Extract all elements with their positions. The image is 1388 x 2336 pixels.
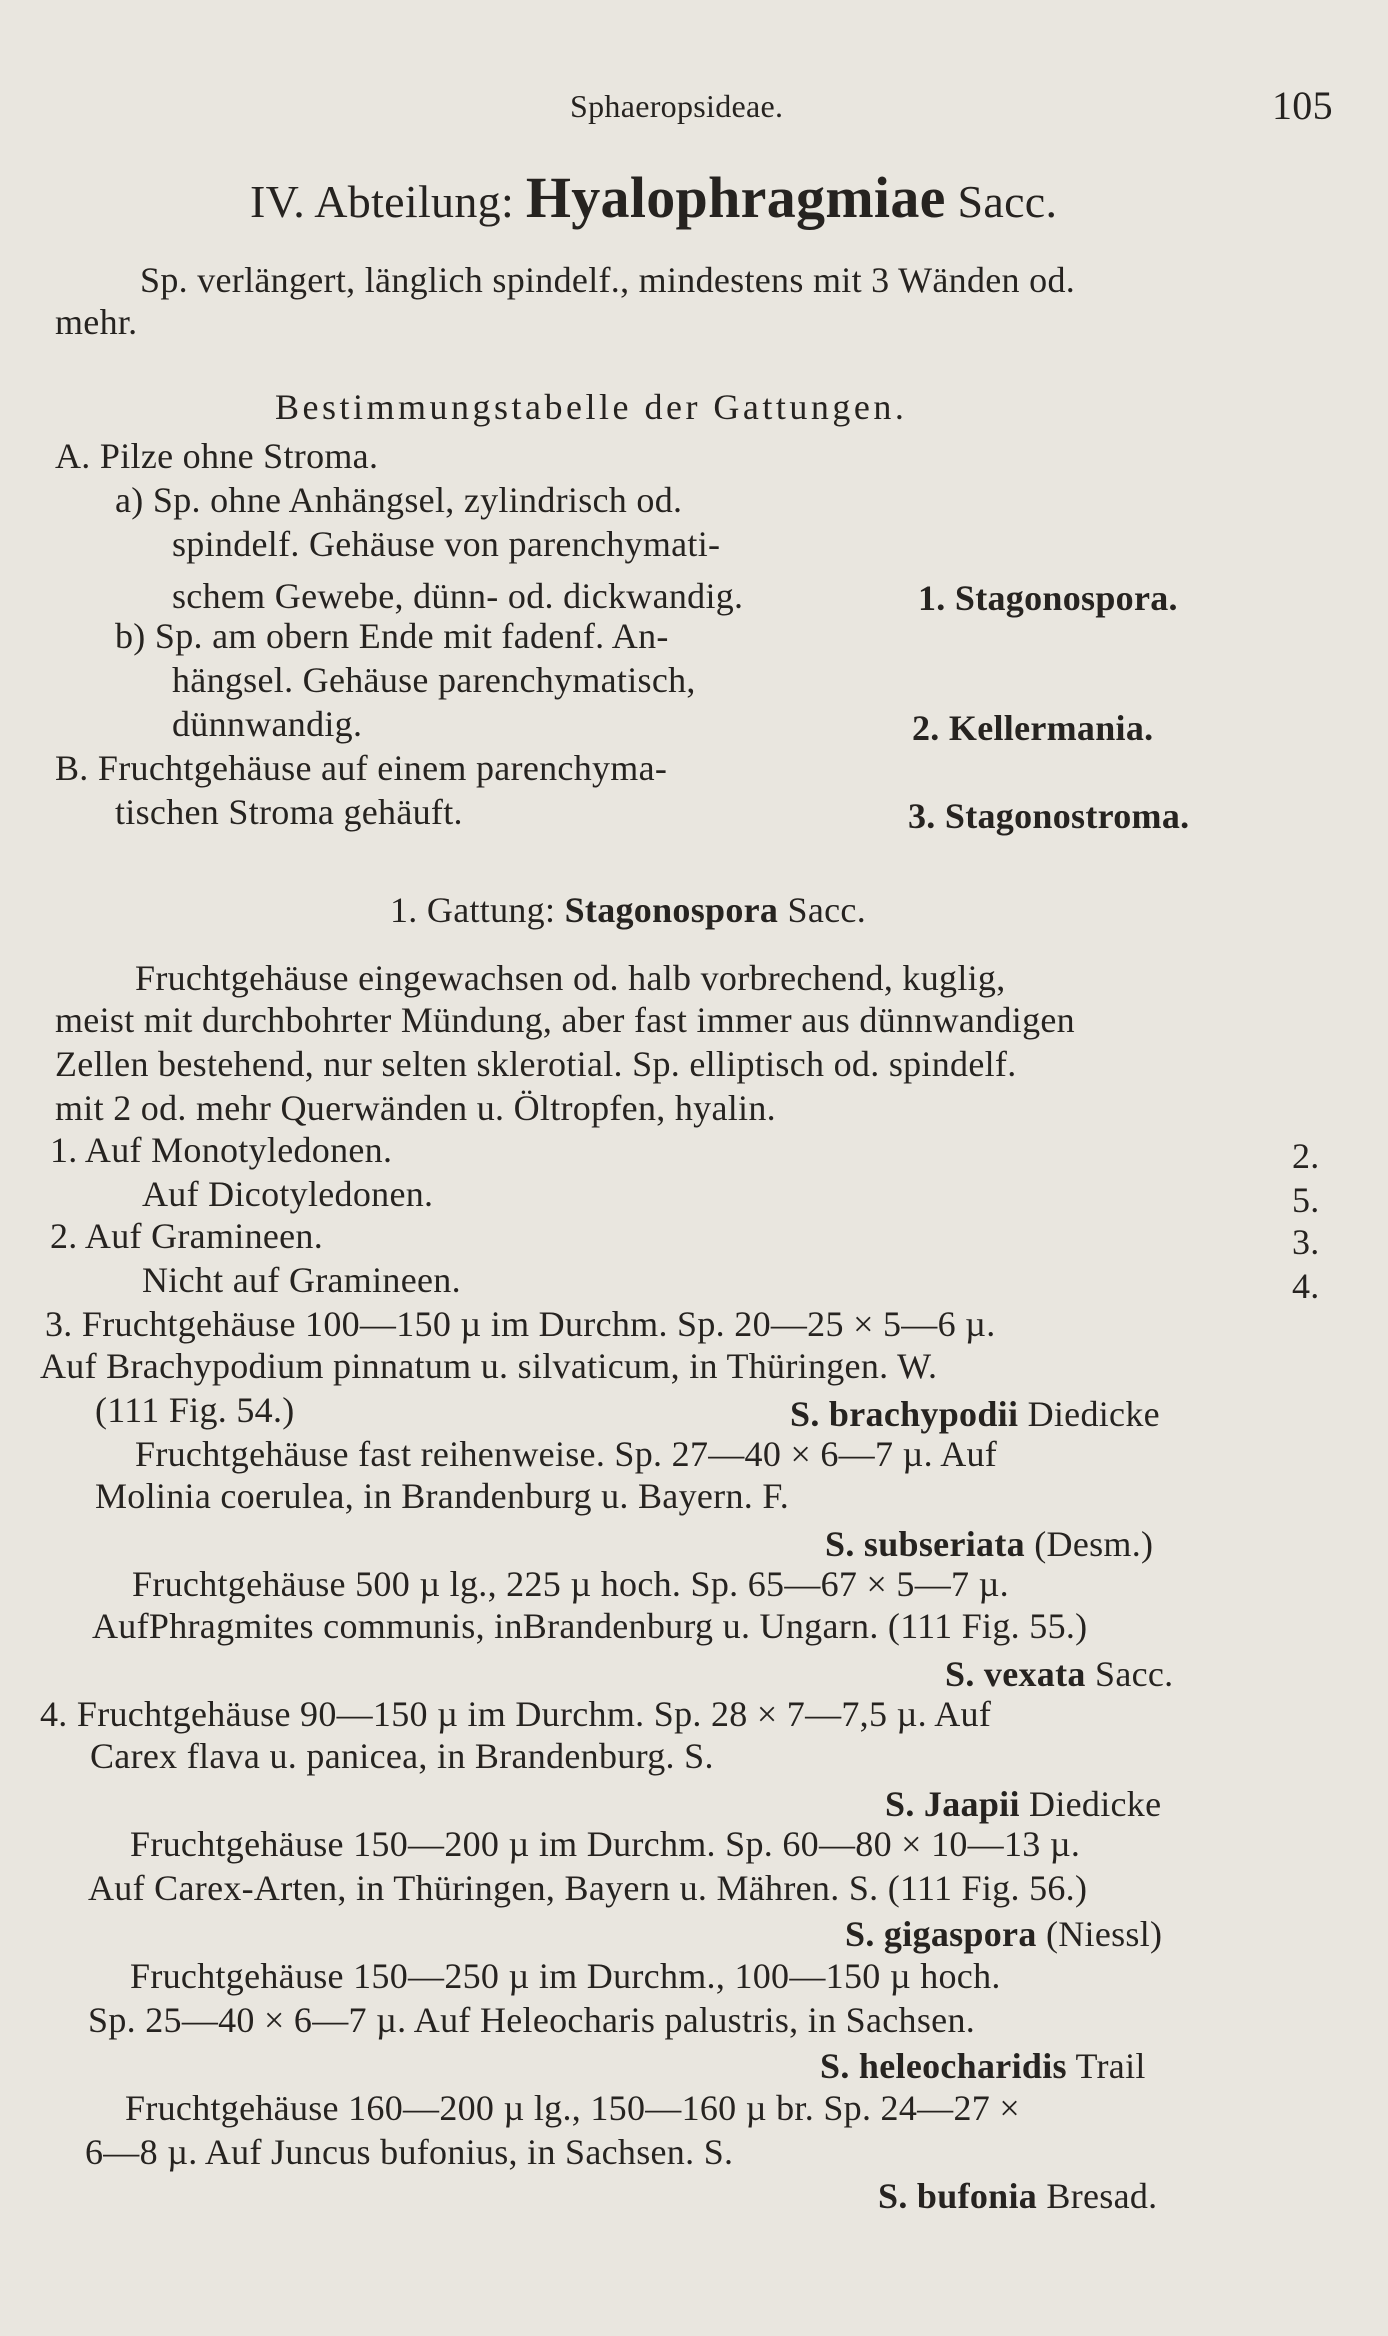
species-line: 3. Fruchtgehäuse 100—150 µ im Durchm. Sp. 20—25 × 5—6 µ. [45, 1304, 996, 1344]
genus-author: Sacc. [778, 890, 867, 930]
genus-heading [390, 888, 866, 932]
species-name [790, 1392, 1160, 1436]
species-line: Auf Carex-Arten, in Thüringen, Bayern u. Mähren. S. (111 Fig. 56.) [88, 1868, 1088, 1908]
species-name [820, 2044, 1146, 2088]
species-name-bold: S. heleocharidis [820, 2046, 1067, 2086]
species-author: Trail [1066, 2046, 1146, 2086]
key-result: 2. Kellermania. [912, 708, 1154, 748]
section-author: Sacc. [945, 176, 1058, 227]
species-line: Fruchtgehäuse 160—200 µ lg., 150—160 µ br. Sp. 24—27 × [125, 2088, 1020, 2128]
species-line: Molinia coerulea, in Brandenburg u. Bayern. F. [95, 1476, 790, 1516]
species-line: Fruchtgehäuse 150—200 µ im Durchm. Sp. 60—80 × 10—13 µ. [130, 1824, 1081, 1864]
key-line: Nicht auf Gramineen. [142, 1260, 461, 1300]
intro-line: mehr. [55, 302, 138, 342]
key-line: A. Pilze ohne Stroma. [55, 436, 379, 476]
key-line: b) Sp. am obern Ende mit fadenf. An- [115, 616, 669, 656]
species-author: Bresad. [1037, 2176, 1158, 2216]
key-line: hängsel. Gehäuse parenchymatisch, [172, 660, 696, 700]
species-line: (111 Fig. 54.) [95, 1390, 295, 1430]
key-line: 2. Auf Gramineen. [50, 1216, 324, 1256]
key-line: schem Gewebe, dünn- od. dickwandig. [172, 576, 744, 616]
species-name [825, 1522, 1153, 1566]
page-number: 105 [1272, 83, 1333, 128]
species-name-bold: S. brachypodii [790, 1394, 1019, 1434]
species-line: Fruchtgehäuse fast reihenweise. Sp. 27—40 × 6—7 µ. Auf [135, 1434, 998, 1474]
species-author: Diedicke [1019, 1784, 1162, 1824]
intro-line: Sp. verlängert, länglich spindelf., mindestens mit 3 Wänden od. [140, 260, 1076, 300]
species-line: 6—8 µ. Auf Juncus bufonius, in Sachsen. S. [85, 2132, 734, 2172]
species-name-bold: S. subseriata [825, 1524, 1025, 1564]
key-title: Bestimmungstabelle der Gattungen. [275, 387, 908, 427]
key-line: a) Sp. ohne Anhängsel, zylindrisch od. [115, 480, 683, 520]
section-name: Hyalophragmiae [525, 165, 946, 230]
species-name-bold: S. bufonia [878, 2176, 1038, 2216]
desc-line: meist mit durchbohrter Mündung, aber fast immer aus dünnwandigen [55, 1000, 1075, 1040]
running-title: Sphaeropsideae. [570, 88, 784, 124]
species-line: 4. Fruchtgehäuse 90—150 µ im Durchm. Sp. 28 × 7—7,5 µ. Auf [40, 1694, 992, 1734]
section-heading [250, 165, 1058, 230]
key-result: 3. Stagonostroma. [908, 796, 1190, 836]
species-line: Fruchtgehäuse 500 µ lg., 225 µ hoch. Sp. 65—67 × 5—7 µ. [132, 1564, 1009, 1604]
species-name [885, 1782, 1161, 1826]
section-prefix: IV. Abteilung: [250, 176, 526, 227]
key-line: 1. Auf Monotyledonen. [50, 1130, 393, 1170]
species-author: Diedicke [1018, 1394, 1160, 1434]
key-line: tischen Stroma gehäuft. [115, 792, 463, 832]
key-line: B. Fruchtgehäuse auf einem parenchyma- [55, 748, 668, 788]
species-name [845, 1912, 1162, 1956]
species-name [945, 1652, 1173, 1696]
species-author: (Niessl) [1036, 1914, 1163, 1954]
species-author: (Desm.) [1024, 1524, 1154, 1564]
desc-line: Fruchtgehäuse eingewachsen od. halb vorbrechend, kuglig, [135, 958, 1006, 998]
species-line: Sp. 25—40 × 6—7 µ. Auf Heleocharis palustris, in Sachsen. [88, 2000, 976, 2040]
desc-line: mit 2 od. mehr Querwänden u. Öltropfen, hyalin. [55, 1088, 776, 1128]
desc-line: Zellen bestehend, nur selten sklerotial. Sp. elliptisch od. spindelf. [55, 1044, 1017, 1084]
genus-prefix: 1. Gattung: [390, 890, 565, 930]
key-result: 1. Stagonospora. [918, 578, 1178, 618]
key-line: dünnwandig. [172, 704, 363, 744]
species-name [878, 2174, 1157, 2218]
species-line: AufPhragmites communis, inBrandenburg u. Ungarn. (111 Fig. 55.) [92, 1606, 1088, 1646]
species-name-bold: S. gigaspora [845, 1914, 1037, 1954]
key-line: Auf Dicotyledonen. [142, 1174, 434, 1214]
genus-name: Stagonospora [564, 890, 779, 930]
species-line: Fruchtgehäuse 150—250 µ im Durchm., 100—150 µ hoch. [130, 1956, 1001, 1996]
species-name-bold: S. Jaapii [885, 1784, 1020, 1824]
species-line: Auf Brachypodium pinnatum u. silvaticum, in Thüringen. W. [40, 1346, 938, 1386]
key-line: spindelf. Gehäuse von parenchymati- [172, 524, 721, 564]
species-name-bold: S. vexata [945, 1654, 1086, 1694]
key-ref: 5. [1292, 1180, 1320, 1220]
key-ref: 2. [1292, 1136, 1320, 1176]
key-ref: 4. [1292, 1266, 1320, 1306]
species-line: Carex flava u. panicea, in Brandenburg. S. [90, 1736, 714, 1776]
species-author: Sacc. [1085, 1654, 1174, 1694]
key-ref: 3. [1292, 1222, 1320, 1262]
